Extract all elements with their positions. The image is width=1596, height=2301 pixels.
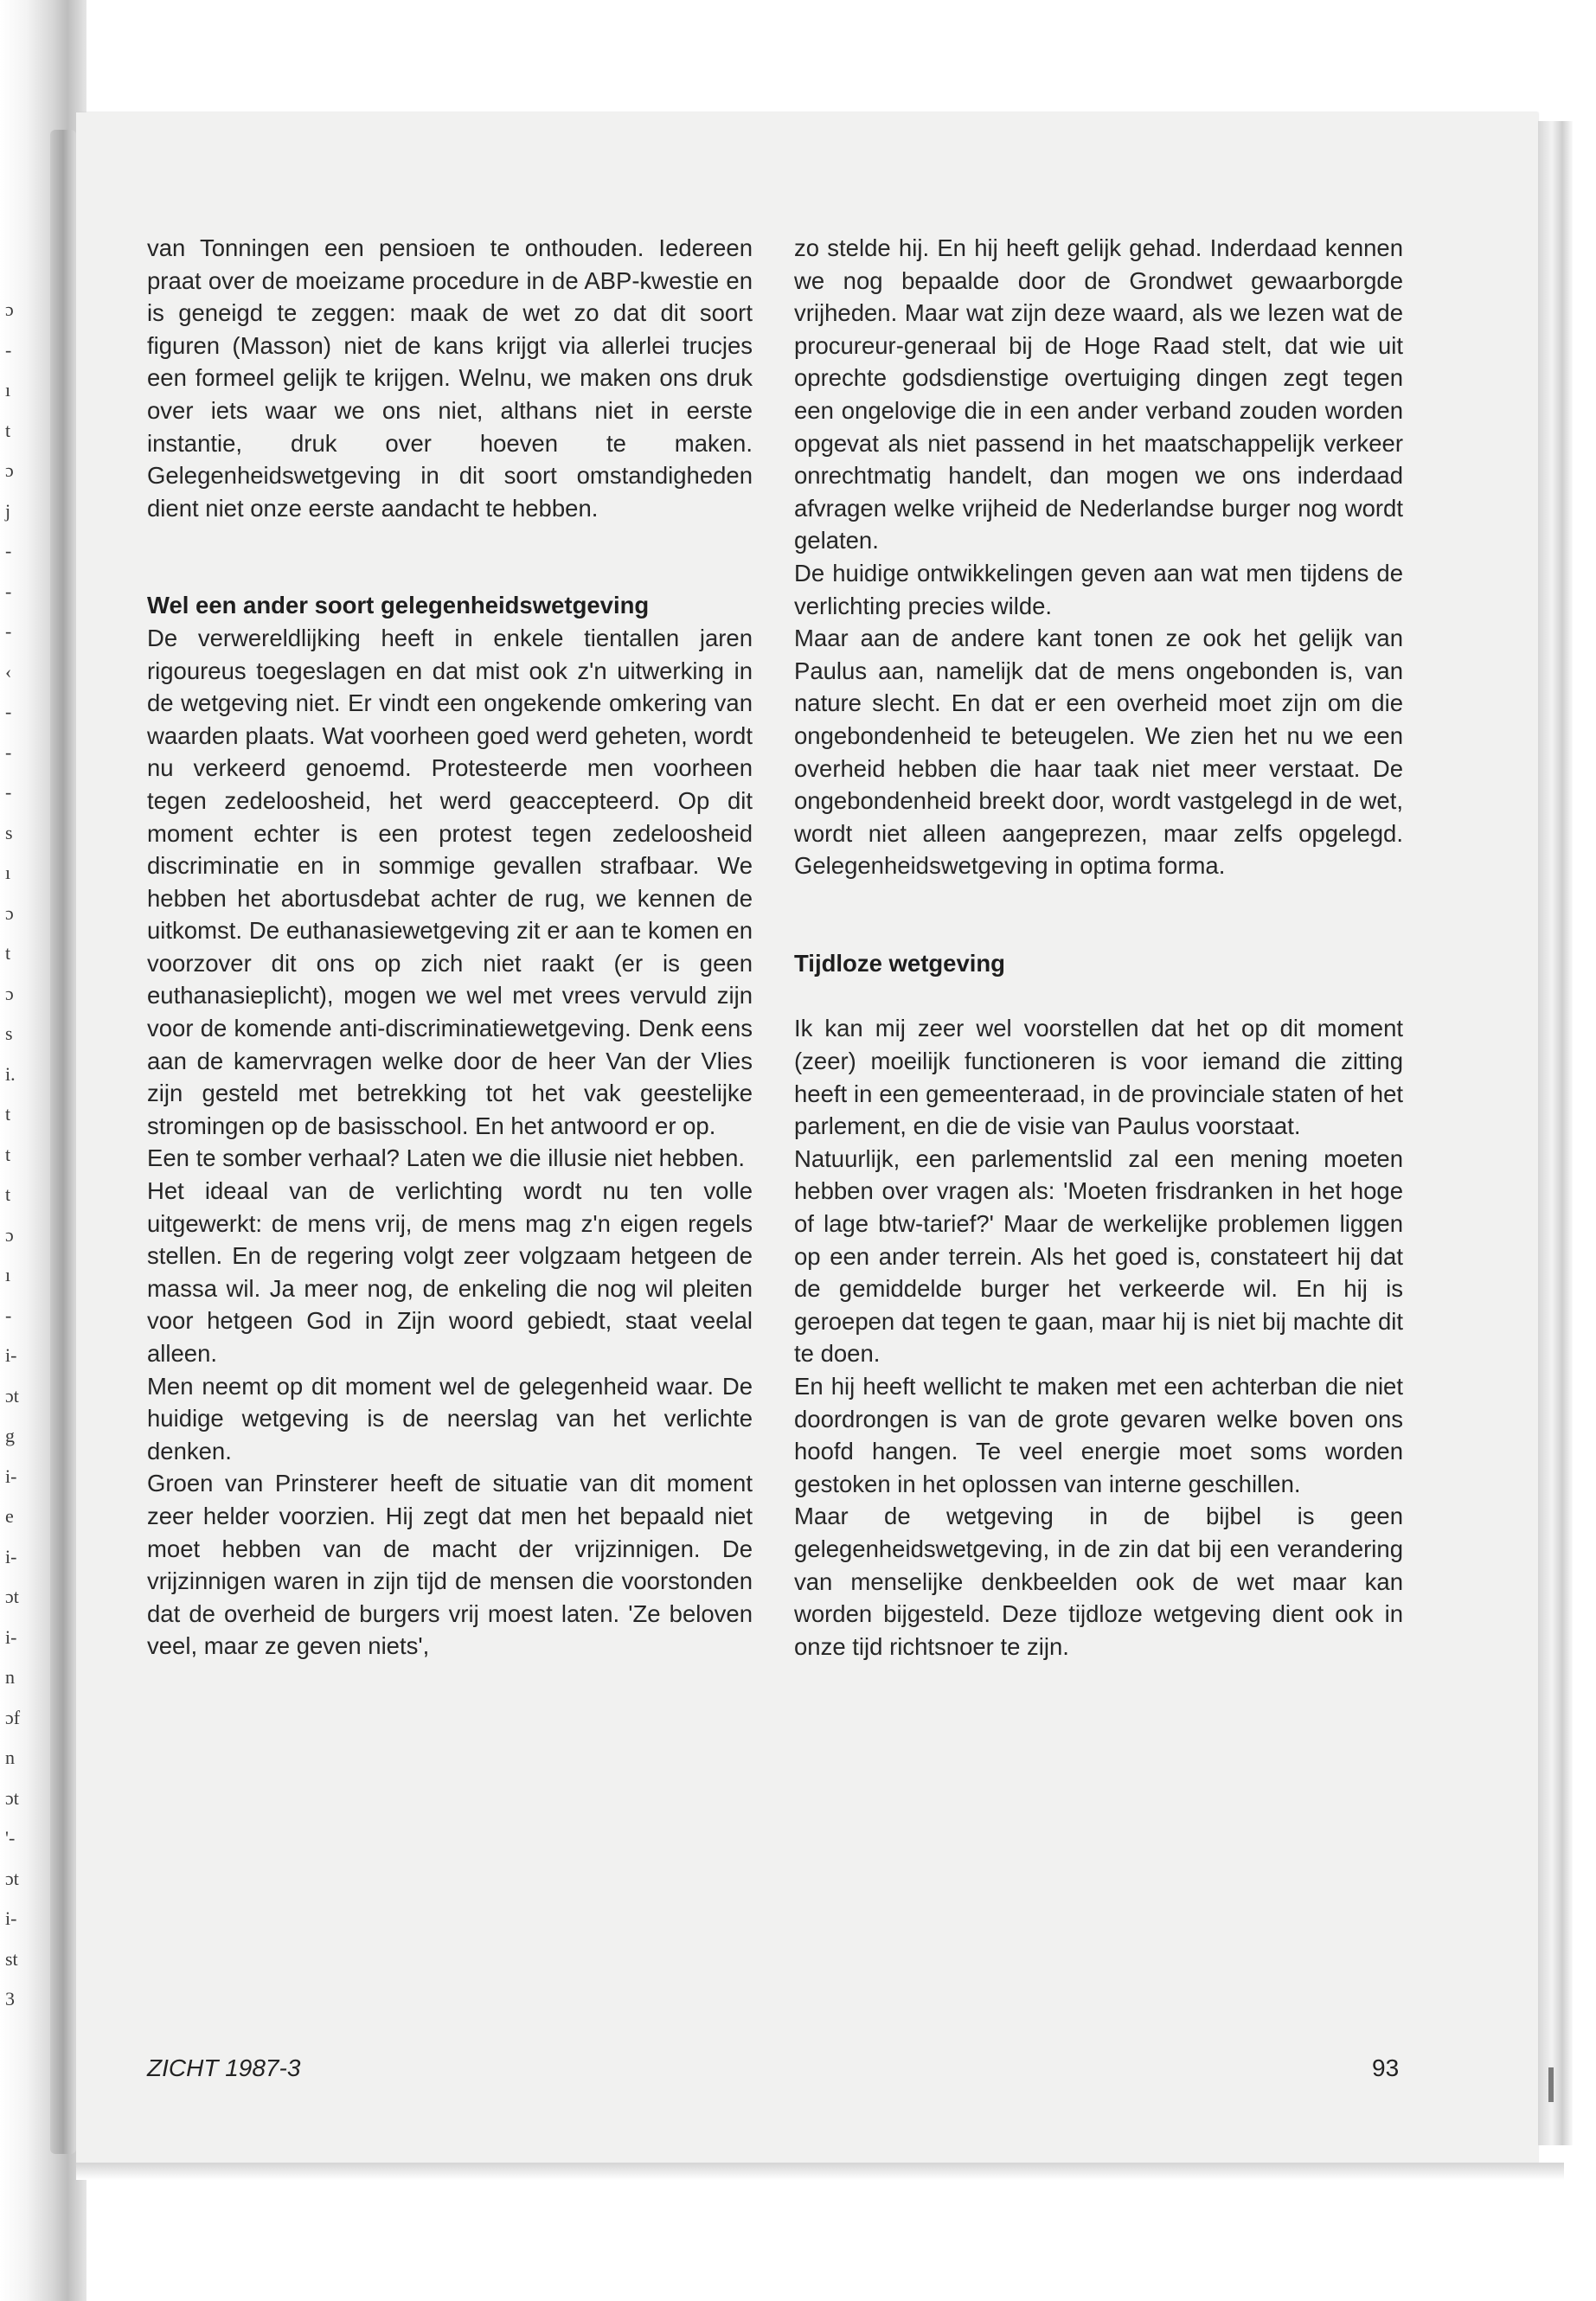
left-paragraph-4: Het ideaal van de verlichting wordt nu ten volle uitgewerkt: de mens vrij, de mens mag z'n eigen regels stellen. En de regering volgt zeer volgzaam hetgeen de massa wil. Ja meer nog, de enkeling die nog wil pleiten voor hetgeen God in Zijn woord gebiedt, staat veelal alleen. xyxy=(147,1177,753,1367)
facing-page-fragment: i- xyxy=(5,1344,17,1366)
facing-page-fragment: - xyxy=(5,540,12,561)
facing-page-fragment: 3 xyxy=(5,1988,15,2009)
left-paragraph-3: Een te somber verhaal? Laten we die illusie niet hebben. xyxy=(147,1144,746,1172)
facing-page-fragment: i- xyxy=(5,1545,17,1567)
page-corner-mark xyxy=(1548,2067,1554,2102)
facing-page-fragment: ɔ xyxy=(5,982,14,1004)
facing-page-fragment: e xyxy=(5,1505,14,1527)
facing-page-fragment: t xyxy=(5,1143,11,1165)
facing-page-fragment: i. xyxy=(5,1062,16,1085)
facing-page-fragment: i- xyxy=(5,1907,17,1929)
facing-page-fragment: ɔ xyxy=(5,901,14,924)
facing-page-fragment: ɔt xyxy=(5,1867,19,1889)
facing-page-fragment: - xyxy=(5,620,12,642)
facing-page-fragment: t xyxy=(5,1183,11,1205)
right-paragraph-5: Natuurlijk, een parlementslid zal een mening moeten hebben over vragen als: 'Moeten frisdranken in het hoge of lage btw-tarief?' Maar de werkelijke problemen liggen op een ander terrein. Als het goed is, constateert hij dat de gemiddelde burger het verkeerde wil. En hij is geroepen dat tegen te gaan, maar hij is niet bij machte dit te doen. xyxy=(794,1144,1403,1368)
right-paragraph-3: Maar aan de andere kant tonen ze ook het gelijk van Paulus aan, namelijk dat de mens ongebonden is, van nature slecht. En dat er een overheid moet zijn om die ongebondenheid te beteugelen. We zien het nu we een overheid hebben die haar taak niet meer verstaat. De ongebondenheid breekt door, wordt vastgelegd in de wet, wordt niet alleen aangeprezen, maar zelfs opgelegd. Gelegenheidswetgeving in optima forma. xyxy=(794,625,1403,880)
facing-page-fragment: ɔ xyxy=(5,1223,14,1246)
facing-page-fragment: - xyxy=(5,338,12,361)
facing-page-fragment: i- xyxy=(5,1625,17,1648)
facing-page-fragment: j xyxy=(5,499,11,522)
facing-page-fragment: t xyxy=(5,419,11,441)
left-paragraph-1: van Tonningen een pensioen te onthouden. Iedereen praat over de moeizame procedure in de ABP-kwestie en is geneigd te zeggen: maak de wet zo dat dit soort figuren (Masson) niet de kans krijgt via allerlei trucjes een formeel gelijk te krijgen. Welnu, we maken ons druk over iets waar we ons niet, althans niet in eerste instantie, druk over hoeven te maken. Gelegenheidswetgeving in dit soort omstandigheden dient niet onze eerste aandacht te hebben. xyxy=(147,234,753,522)
right-paragraph-4: Ik kan mij zeer wel voorstellen dat het op dit moment (zeer) moeilijk functioneren is voor iemand die zitting heeft in een gemeenteraad, in de provinciale staten of het parlement, en die de visie van Paulus voorstaat. xyxy=(794,1015,1403,1140)
facing-page-fragment: s xyxy=(5,821,13,843)
facing-page-fragment: i- xyxy=(5,1465,17,1487)
book-binding-edge xyxy=(50,130,76,2154)
right-column xyxy=(794,232,1403,1663)
facing-page-fragment: - xyxy=(5,740,12,763)
left-column xyxy=(147,232,753,1663)
facing-page-fragment: ɔf xyxy=(5,1706,21,1728)
facing-page-fragment: '- xyxy=(5,1827,16,1849)
right-paragraph-2: De huidige ontwikkelingen geven aan wat men tijdens de verlichting precies wilde. xyxy=(794,559,1403,619)
right-paragraph-1: zo stelde hij. En hij heeft gelijk gehad. Inderdaad kennen we nog bepaalde door de Grondwet gewaarborgde vrijheden. Maar wat zijn deze waard, als we lezen wat de procureur-generaal bij de Hoge Raad stelt, dat wie uit oprechte godsdienstige overtuiging dingen zegt tegen een ongelovige die in een ander verband zouden worden opgevat als niet passend in het maatschappelijk verkeer onrechtmatig handelt, dan mogen we ons inderdaad afvragen welke vrijheid de Nederlandse burger nog wordt gelaten. xyxy=(794,234,1403,554)
facing-page-fragment: - xyxy=(5,781,12,803)
facing-page-fragment: ɔt xyxy=(5,1586,19,1607)
facing-page-fragment: - xyxy=(5,1304,12,1326)
facing-page-fragment: ɔt xyxy=(5,1786,19,1809)
facing-page-fragment: ɔt xyxy=(5,1384,19,1407)
facing-page-fragment: n xyxy=(5,1666,15,1688)
facing-page-fragment: ı xyxy=(5,1264,11,1285)
left-paragraph-2: De verwereldlijking heeft in enkele tientallen jaren rigoureus toegeslagen en dat mist ook z'n uitwerking in de wetgeving niet. Er vindt een ongekende omkering van waarden plaats. Wat voorheen goed werd geheten, wordt nu verkeerd genoemd. Protesteerde men voorheen tegen zedeloosheid, het werd geaccepteerd. Op dit moment echter is een protest tegen zedeloosheid discriminatie en in sommige gevallen strafbaar. We hebben het abortusdebat achter de rug, we kennen de uitkomst. De euthanasiewetgeving zit er aan te komen en voorzover dit ons op zich niet raakt (er is geen euthanasieplicht), mogen we wel met vrees vervuld zijn voor de komende anti-discriminatiewetgeving. Denk eens aan de kamervragen welke door de heer Van der Vlies zijn gesteld met betrekking tot het vak geestelijke stromingen op de basisschool. En het antwoord er op. xyxy=(147,624,753,1139)
page-number: 93 xyxy=(1372,2054,1400,2081)
left-paragraph-6: Groen van Prinsterer heeft de situatie van dit moment zeer helder voorzien. Hij zegt dat men het bepaald niet moet hebben van de macht der vrijzinnigen. De vrijzinnigen waren in zijn tijd de mensen die voorstonden dat de overheid de burgers vrij moest laten. 'Ze beloven veel, maar ze geven niets', xyxy=(147,1470,753,1660)
facing-page-fragment: t xyxy=(5,942,11,964)
facing-page-fragment: ı xyxy=(5,379,11,401)
facing-page-fragment: t xyxy=(5,1103,11,1125)
facing-page-fragment: n xyxy=(5,1747,15,1768)
facing-page-fragment: ɔ xyxy=(5,298,14,320)
right-section-heading: Tijdloze wetgeving xyxy=(794,949,1005,977)
left-paragraph-5: Men neemt op dit moment wel de gelegenheid waar. De huidige wetgeving is de neerslag van het verlichte denken. xyxy=(147,1372,753,1465)
facing-page-fragment: s xyxy=(5,1022,13,1044)
left-section-heading: Wel een ander soort gelegenheidswetgeving xyxy=(147,592,650,619)
page-right-edge xyxy=(1538,121,1573,2145)
right-paragraph-6: En hij heeft wellicht te maken met een achterban die niet doordrongen is van de grote gevaren welke boven ons hoofd hangen. Te veel energie moet soms worden gestoken in het oplossen van interne geschillen. xyxy=(794,1373,1403,1497)
facing-page-fragments xyxy=(5,0,43,2301)
page-bottom-shadow xyxy=(76,2163,1564,2180)
facing-page-fragment: ı xyxy=(5,862,11,883)
facing-page-fragment: - xyxy=(5,580,12,602)
facing-page-fragment: - xyxy=(5,701,12,722)
facing-page-fragment: ɔ xyxy=(5,459,14,481)
facing-page-fragment: g xyxy=(5,1425,15,1446)
facing-page-fragment: st xyxy=(5,1947,18,1970)
right-paragraph-7: Maar de wetgeving in de bijbel is geen gelegenheidswetgeving, in de zin dat bij een verandering van menselijke denkbeelden ook de wet maar kan worden bijgesteld. Deze tijdloze wetgeving dient ook in onze tijd richtsnoer te zijn. xyxy=(794,1503,1403,1660)
publication-footer: ZICHT 1987-3 xyxy=(147,2054,301,2081)
facing-page-fragment: ‹ xyxy=(5,660,12,683)
